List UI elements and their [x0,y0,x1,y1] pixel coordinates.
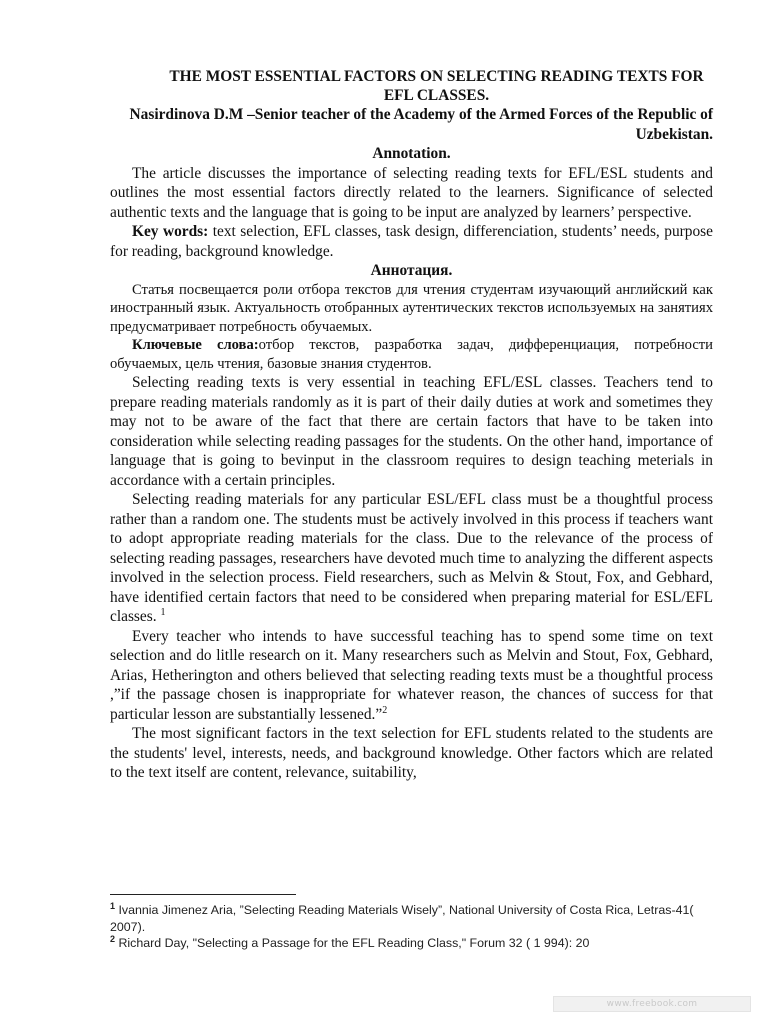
footnotes [110,902,710,952]
footnote-2-number: 2 [110,933,116,944]
keywords-paragraph [110,222,713,261]
footnote-ref-2[interactable]: 2 [382,704,388,716]
article-page [110,67,713,783]
annotation-ru-text: Статья посвещается роли отбора текстов для чтения студентам изучающий английский как иностранный язык. Актуальность отобранных аутентических текстов используемых на занятиях предусматривает потребность обучаемых. [110,281,713,335]
footnote-1-number: 1 [110,900,116,911]
keywords-text: text selection, EFL classes, task design, differenciation, students’ needs, purpose for reading, background knowledge. [110,223,713,260]
footnote-1-text: Ivannia Jimenez Aria, ”Selecting Reading Materials Wisely”, National University of Costa Rica, Letras-41( 2007). [110,903,694,934]
keywords-ru-label: Ключевые слова: [132,337,259,354]
body-paragraph-4: The most significant factors in the text selection for EFL students related to the students are the students' level, interests, needs, and background knowledge. Other factors which are related to the text itself are content, relevance, suitability, [110,725,713,782]
article-title: THE MOST ESSENTIAL FACTORS ON SELECTING READING TEXTS FOR EFL CLASSES. [169,68,704,104]
annotation-heading: Annotation. [372,145,451,162]
keywords-ru-text: отбор текстов, разработка задач, дифференциация, потребности обучаемых, цель чтения, базовые знания студентов. [110,337,713,372]
body-paragraph-3 [110,627,713,725]
footnote-2-text: Richard Day, "Selecting a Passage for the EFL Reading Class," Forum 32 ( 1 994): 20 [115,936,590,950]
annotation-ru-heading: Аннотация. [370,262,453,279]
body-paragraph-3-text: Every teacher who intends to have successful teaching has to spend some time on text selection and do litlle research on it. Many researchers such as Melvin and Stout, Fox, Gebhard, Arias, Hetherington and others believed that selecting reading texts must be a thoughtful process ,”if the passage chosen is inappropriate for whatever reason, the chances of success for that particular lesson are substantially lessened.” [110,627,713,723]
keywords-label: Key words: [132,223,209,240]
watermark: www.freebook.com [553,996,751,1012]
author-line: Nasirdinova D.M –Senior teacher of the Academy of the Armed Forces of the Republic of Uzbekistan. [129,106,713,143]
body-paragraph-1: Selecting reading texts is very essential in teaching EFL/ESL classes. Teachers tend to prepare reading materials randomly as it is part of their daily duties at work and sometimes they may not to be aware of the fact that there are certain factors that have to be taken into consideration while selecting reading passages for the students. On the other hand, importance of language that is going to bevinput in the classroom requires to design teaching meterials in accordance with a certain principles. [110,374,713,489]
footnote-ref-1[interactable]: 1 [160,607,166,619]
body-paragraph-2 [110,490,713,627]
keywords-ru-paragraph [110,336,713,373]
footnote-1 [110,902,710,935]
footnote-divider [110,894,296,895]
footnote-2 [110,935,710,952]
annotation-text: The article discusses the importance of selecting reading texts for EFL/ESL students and outlines the most essential factors directly related to the learners. Significance of selected authentic texts and the language that is going to be input are analyzed by learners’ perspective. [110,164,713,221]
body-paragraph-2-text: Selecting reading materials for any particular ESL/EFL class must be a thoughtful process rather than a random one. The students must be actively involved in this process if teachers want to adopt appropriate reading materials for the class. Due to the relevance of the process of selecting reading passages, researchers have devoted much time to analyzing the different aspects involved in the selection process. Field researchers, such as Melvin & Stout, Fox, and Gebhard, have identified certain factors that need to be considered when preparing material for ESL/EFL classes. [110,491,713,626]
